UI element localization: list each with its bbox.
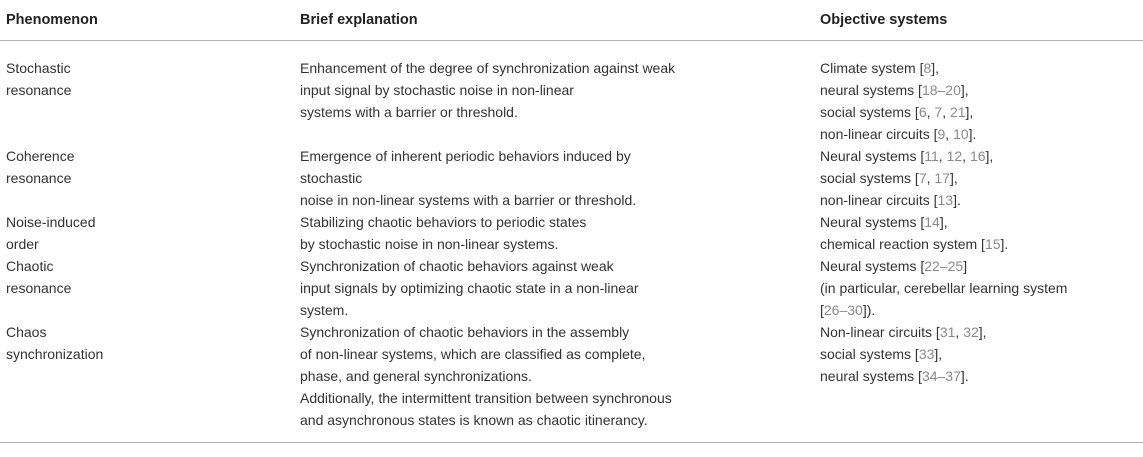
systems-cell: [820, 255, 1143, 321]
reference-link[interactable]: 34–37: [921, 367, 961, 384]
systems-text: [: [820, 301, 824, 318]
systems-line: [820, 189, 1143, 211]
systems-text: Neural systems [: [820, 213, 925, 230]
systems-line: [820, 343, 1143, 365]
phenomenon-line: Noise-induced: [6, 213, 96, 230]
systems-line: [820, 79, 1143, 101]
systems-text: neural systems [: [820, 81, 922, 98]
systems-line: [820, 365, 1143, 387]
systems-text: ],: [934, 345, 943, 362]
explanation-cell: [300, 211, 820, 255]
explanation-line: Emergence of inherent periodic behaviors induced by: [300, 147, 631, 164]
reference-link[interactable]: 15: [984, 235, 1001, 252]
reference-link[interactable]: 31: [939, 323, 956, 340]
explanation-cell: [300, 40, 820, 145]
systems-text: ,: [938, 147, 947, 164]
phenomenon-line: Chaotic: [6, 257, 54, 274]
explanation-line: stochastic: [300, 169, 363, 186]
systems-text: ]).: [862, 301, 876, 318]
explanation-line: Synchronization of chaotic behaviors in the assembly: [300, 323, 630, 340]
systems-text: ],: [965, 103, 974, 120]
header-brief-explanation: Brief explanation: [300, 0, 820, 40]
explanation-line: Synchronization of chaotic behaviors against weak: [300, 257, 614, 274]
phenomenon-line: Coherence: [6, 147, 75, 164]
systems-text: non-linear circuits [: [820, 191, 938, 208]
systems-text: neural systems [: [820, 367, 922, 384]
explanation-line: of non-linear systems, which are classified as complete,: [300, 345, 646, 362]
systems-line: [820, 233, 1143, 255]
table-row: [0, 211, 1143, 255]
phenomenon-line: order: [6, 235, 39, 252]
table-header: [0, 0, 1143, 40]
explanation-cell: [300, 255, 820, 321]
table-row: [0, 40, 1143, 145]
systems-line: [820, 123, 1143, 145]
systems-text: social systems [: [820, 169, 919, 186]
systems-text: ,: [926, 169, 935, 186]
systems-text: ],: [931, 59, 940, 76]
systems-text: ],: [985, 147, 994, 164]
systems-text: ].: [1000, 235, 1009, 252]
systems-text: ,: [955, 323, 964, 340]
explanation-cell: [300, 145, 820, 211]
systems-line: [820, 299, 1143, 321]
systems-text: ],: [978, 323, 987, 340]
systems-text: ].: [960, 367, 969, 384]
explanation-line: by stochastic noise in non-linear systems.: [300, 235, 559, 252]
explanation-line: phase, and general synchronizations.: [300, 367, 532, 384]
table-row: [0, 255, 1143, 321]
systems-text: chemical reaction system [: [820, 235, 985, 252]
systems-cell: [820, 321, 1143, 443]
explanation-line: systems with a barrier or threshold.: [300, 103, 518, 120]
explanation-line: input signal by stochastic noise in non-linear: [300, 81, 574, 98]
systems-line: [820, 145, 1143, 167]
table-body: [0, 40, 1143, 442]
systems-text: ],: [960, 81, 969, 98]
explanation-cell: [300, 321, 820, 443]
systems-line: [820, 167, 1143, 189]
phenomenon-line: resonance: [6, 279, 72, 296]
reference-link[interactable]: 17: [934, 169, 950, 186]
systems-text: ,: [945, 125, 954, 142]
reference-link[interactable]: 8: [923, 59, 932, 76]
explanation-line: Additionally, the intermittent transition between synchronous: [300, 389, 672, 406]
reference-link[interactable]: 21: [949, 103, 966, 120]
reference-link[interactable]: 18–20: [921, 81, 961, 98]
explanation-line: noise in non-linear systems with a barrier or threshold.: [300, 191, 637, 208]
phenomenon-cell: [0, 211, 300, 255]
systems-text: ,: [962, 147, 970, 164]
reference-link[interactable]: 32: [963, 323, 979, 340]
systems-text: ].: [953, 191, 961, 208]
reference-link[interactable]: 14: [924, 213, 940, 230]
explanation-line: Enhancement of the degree of synchronization against weak: [300, 59, 676, 76]
systems-line: [820, 57, 1143, 79]
systems-text: ],: [949, 169, 958, 186]
phenomenon-cell: [0, 40, 300, 145]
explanation-line: system.: [300, 301, 349, 318]
reference-link[interactable]: 9: [937, 125, 946, 142]
systems-text: Non-linear circuits [: [820, 323, 940, 340]
reference-link[interactable]: 13: [937, 191, 954, 208]
header-phenomenon: Phenomenon: [0, 0, 300, 40]
reference-link[interactable]: 7: [934, 103, 943, 120]
systems-cell: [820, 40, 1143, 145]
systems-text: Neural systems [: [820, 257, 925, 274]
reference-link[interactable]: 6: [918, 103, 927, 120]
explanation-line: Stabilizing chaotic behaviors to periodic states: [300, 213, 587, 230]
systems-text: ],: [939, 213, 948, 230]
header-objective-systems: Objective systems: [820, 0, 1143, 40]
systems-text: ,: [926, 103, 935, 120]
systems-text: Neural systems [: [820, 147, 925, 164]
systems-cell: [820, 211, 1143, 255]
systems-line: [820, 277, 1143, 299]
phenomenon-cell: [0, 145, 300, 211]
systems-text: social systems [: [820, 103, 919, 120]
table-row: [0, 321, 1143, 443]
systems-text: ]: [963, 257, 968, 274]
table-row: [0, 145, 1143, 211]
reference-link[interactable]: 33: [918, 345, 935, 362]
systems-line: [820, 211, 1143, 233]
systems-cell: [820, 145, 1143, 211]
phenomenon-cell: [0, 321, 300, 443]
phenomenon-line: Chaos: [6, 323, 47, 340]
systems-line: [820, 101, 1143, 123]
reference-link[interactable]: 7: [918, 169, 927, 186]
reference-link[interactable]: 10: [953, 125, 969, 142]
reference-link[interactable]: 16: [969, 147, 986, 164]
systems-line: [820, 255, 1143, 277]
phenomenon-cell: [0, 255, 300, 321]
systems-text: social systems [: [820, 345, 919, 362]
systems-line: [820, 321, 1143, 343]
reference-link[interactable]: 22–25: [924, 257, 964, 274]
reference-link[interactable]: 11: [924, 147, 939, 164]
systems-text: non-linear circuits [: [820, 125, 938, 142]
systems-text: (in particular, cerebellar learning system: [820, 279, 1068, 296]
header-row: [0, 0, 1143, 40]
reference-link[interactable]: 26–30: [823, 301, 863, 318]
reference-link[interactable]: 12: [946, 147, 963, 164]
systems-text: Climate system [: [820, 59, 924, 76]
explanation-line: input signals by optimizing chaotic state in a non-linear: [300, 279, 639, 296]
systems-text: ].: [968, 125, 977, 142]
explanation-line: and asynchronous states is known as chaotic itinerancy.: [300, 411, 648, 428]
phenomenon-line: resonance: [6, 81, 72, 98]
phenomenon-line: synchronization: [6, 345, 104, 362]
systems-text: ,: [942, 103, 950, 120]
phenomenon-line: resonance: [6, 169, 72, 186]
phenomenon-line: Stochastic: [6, 59, 71, 76]
